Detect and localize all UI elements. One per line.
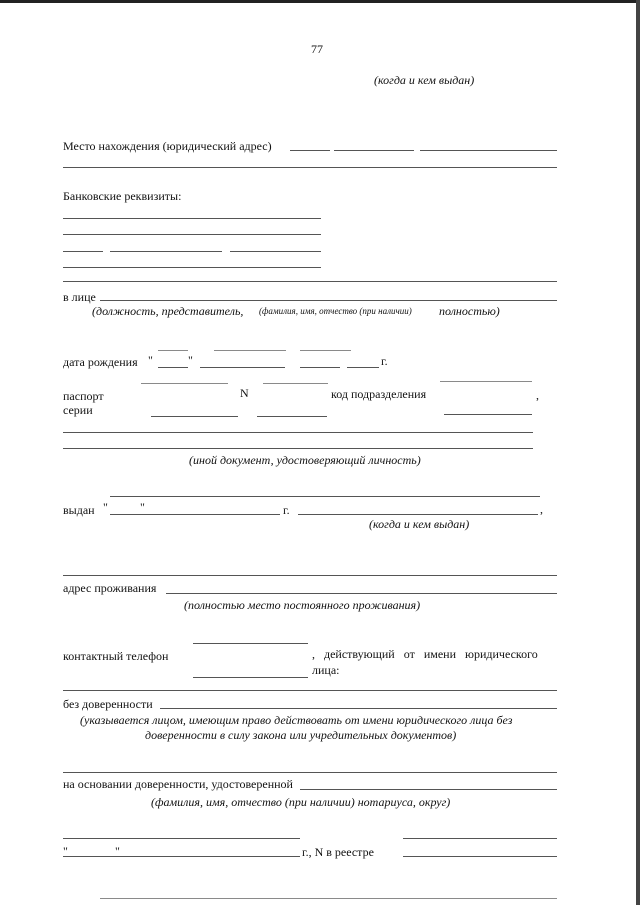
issued-quote-open: " — [103, 500, 108, 514]
phone-field[interactable] — [193, 677, 308, 678]
bank-field-line-5[interactable] — [63, 281, 557, 282]
residence-caption: (полностью место постоянного проживания) — [184, 598, 421, 612]
division-code-field[interactable] — [444, 414, 532, 415]
person-caption-b: (фамилия, имя, отчество (при наличии) — [259, 306, 412, 316]
bank-field-line-2[interactable] — [63, 234, 321, 235]
bank-field-line-3c[interactable] — [230, 251, 321, 252]
passport-label: паспорт — [63, 389, 104, 403]
bank-field-line-3a[interactable] — [63, 251, 103, 252]
no-poa-caption-1: (указывается лицом, имеющим право действовать от имени юридического лица без — [80, 713, 513, 727]
page-border-top — [0, 0, 640, 3]
issued-top-line — [110, 496, 540, 497]
birth-month-line-top — [214, 350, 286, 351]
passport-series-label: серии — [63, 403, 93, 417]
passport-number-field[interactable] — [257, 416, 327, 417]
residence-label: адрес проживания — [63, 581, 157, 595]
location-field-line-4[interactable] — [63, 167, 557, 168]
bank-field-line-1[interactable] — [63, 218, 321, 219]
passport-series-line-top — [141, 383, 228, 384]
location-field-line-3[interactable] — [420, 150, 557, 151]
registry-number-line-top — [403, 838, 557, 839]
residence-line-1[interactable] — [63, 575, 557, 576]
poa-line-1[interactable] — [63, 772, 557, 773]
bottom-line — [100, 898, 557, 899]
issued-year-suffix: г. — [283, 503, 290, 517]
no-poa-label: без доверенности — [63, 697, 153, 711]
registry-quote-open: " — [63, 844, 68, 858]
issued-comma: , — [540, 502, 543, 516]
top-caption: (когда и кем выдан) — [374, 73, 475, 87]
birth-year-line-top — [300, 350, 351, 351]
passport-comma: , — [536, 388, 539, 402]
issued-quote-close: " — [140, 500, 145, 514]
location-label: Место нахождения (юридический адрес) — [63, 139, 272, 153]
issued-label: выдан — [63, 503, 95, 517]
acting-text: , действующий от имени юридического — [312, 647, 538, 661]
poa-field[interactable] — [300, 789, 557, 790]
no-poa-caption-2: доверенности в силу закона или учредительных документов) — [145, 728, 457, 742]
location-field-line[interactable] — [290, 150, 330, 151]
other-document-caption: (иной документ, удостоверяющий личность) — [189, 453, 421, 467]
birth-year-suffix: г. — [381, 354, 388, 368]
no-poa-field[interactable] — [160, 708, 557, 709]
passport-number-label: N — [240, 386, 249, 400]
registry-suffix: г., N в реестре — [302, 845, 374, 859]
passport-extra-line-1[interactable] — [63, 432, 533, 433]
birth-year-field-2[interactable] — [347, 367, 379, 368]
residence-field[interactable] — [166, 593, 557, 594]
issued-by-field[interactable] — [298, 514, 538, 515]
passport-number-line-top — [263, 383, 328, 384]
birth-day-line-top — [158, 350, 188, 351]
poa-caption: (фамилия, имя, отчество (при наличии) нотариуса, округ) — [151, 795, 451, 809]
bank-field-line-3b[interactable] — [110, 251, 222, 252]
poa-label: на основании доверенности, удостоверенной — [63, 777, 293, 791]
person-caption-c: полностью) — [439, 304, 500, 318]
person-field-line[interactable] — [100, 300, 557, 301]
registry-number-field[interactable] — [403, 856, 557, 857]
division-code-label: код подразделения — [331, 387, 427, 401]
phone-field-top — [193, 643, 308, 644]
birth-quote-open: " — [148, 353, 153, 367]
birth-year-field[interactable] — [300, 367, 340, 368]
birth-month-field[interactable] — [200, 367, 285, 368]
page-border-right — [636, 0, 640, 905]
bank-field-line-4[interactable] — [63, 267, 321, 268]
division-code-line-top — [440, 381, 532, 382]
passport-series-field[interactable] — [151, 416, 238, 417]
location-field-line-2[interactable] — [334, 150, 414, 151]
phone-label: контактный телефон — [63, 649, 169, 663]
birth-day-field[interactable] — [158, 367, 188, 368]
birth-quote-close: " — [188, 353, 193, 367]
acting-name-line[interactable] — [63, 690, 557, 691]
issued-caption: (когда и кем выдан) — [369, 517, 470, 531]
passport-extra-line-2[interactable] — [63, 448, 533, 449]
page-number: 77 — [311, 42, 323, 56]
person-caption-a: (должность, представитель, — [92, 304, 244, 318]
registry-line-top — [63, 838, 300, 839]
registry-quote-close: " — [115, 844, 120, 858]
issued-date-field[interactable] — [110, 514, 280, 515]
person-prefix: в лице — [63, 290, 96, 304]
acting-text-2: лица: — [312, 663, 340, 677]
birth-label: дата рождения — [63, 355, 138, 369]
registry-date-field[interactable] — [63, 856, 300, 857]
bank-details-label: Банковские реквизиты: — [63, 189, 182, 203]
